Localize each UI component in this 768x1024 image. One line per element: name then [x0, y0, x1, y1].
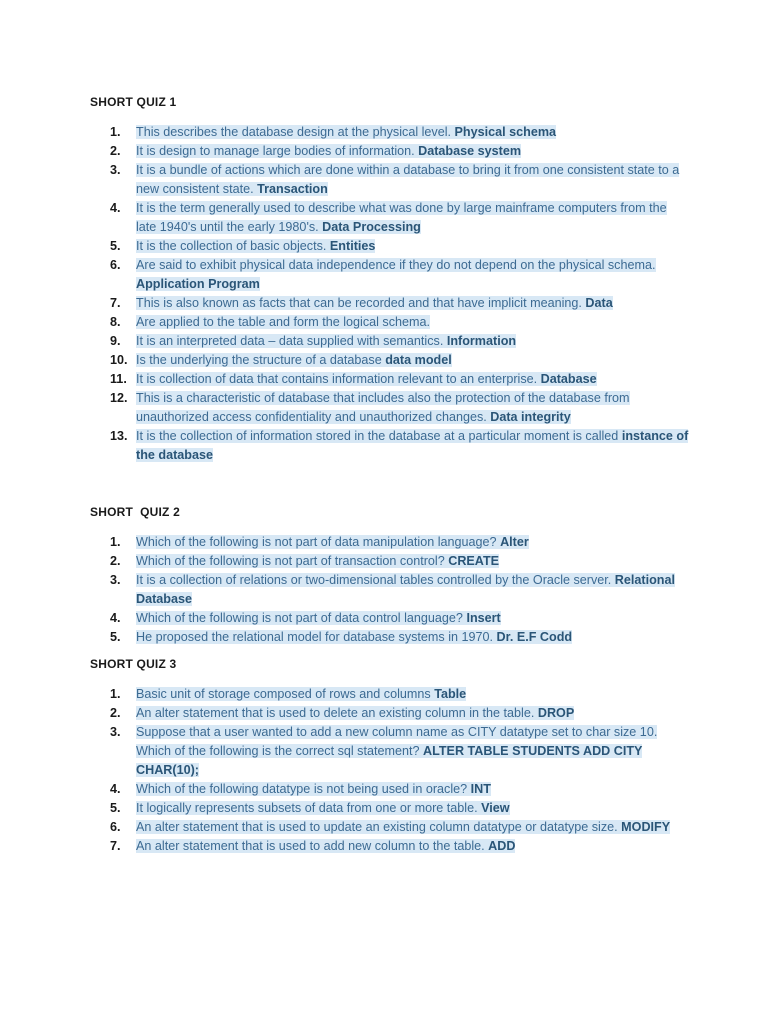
question-text: It is the collection of information stored in the database at a particular moment is called — [136, 429, 619, 443]
answer-text: CREATE — [448, 554, 500, 568]
question-text: Is the underlying the structure of a database — [136, 353, 382, 367]
question-text: It is design to manage large bodies of information. — [136, 144, 415, 158]
list-item: 12. This is a characteristic of database that includes also the protection of the database from unauthorized access confidentiality and unauthorized changes. Data integrity — [110, 391, 630, 424]
answer-text: Information — [446, 334, 517, 348]
question-text: An alter statement that is used to add new column to the table. — [136, 839, 485, 853]
answer-text: MODIFY — [621, 820, 671, 834]
list-item: 8. Are applied to the table and form the logical schema. — [110, 315, 431, 329]
answer-text: ALTER TABLE STUDENTS ADD CITY CHAR(10); — [136, 744, 643, 777]
answer-text: Database — [540, 372, 597, 386]
answer-text: Transaction — [257, 182, 328, 196]
answer-text: Physical schema — [454, 125, 557, 139]
question-list — [90, 685, 690, 856]
list-item: 1. Which of the following is not part of data manipulation language? Alter — [110, 535, 529, 549]
question-text: Which of the following is not part of transaction control? — [136, 554, 445, 568]
list-item: 4. Which of the following is not part of data control language? Insert — [110, 611, 501, 625]
list-item: 1. Basic unit of storage composed of rows and columns Table — [110, 687, 467, 701]
answer-text: Database system — [418, 144, 522, 158]
answer-text: Data integrity — [490, 410, 571, 424]
answer-text: Alter — [500, 535, 529, 549]
quiz-title: SHORT QUIZ 1 — [90, 95, 177, 109]
question-text: Which of the following is not part of data control language? — [136, 611, 463, 625]
list-item: 2. An alter statement that is used to delete an existing column in the table. DROP — [110, 706, 575, 720]
question-text: This is also known as facts that can be recorded and that have implicit meaning. — [136, 296, 582, 310]
question-list — [90, 533, 690, 647]
quiz-title: SHORT QUIZ 3 — [90, 657, 177, 671]
list-item: 3. Suppose that a user wanted to add a new column name as CITY datatype set to char size 10. Which of the following is the correct sql statement? ALTER TABLE STUDENTS ADD CITY CHAR(10); — [110, 725, 658, 777]
question-text: Are said to exhibit physical data independence if they do not depend on the physical schema. — [136, 258, 656, 272]
question-text: He proposed the relational model for database systems in 1970. — [136, 630, 494, 644]
answer-text: ADD — [488, 839, 516, 853]
list-item: 5. It is the collection of basic objects. Entities — [110, 239, 376, 253]
list-item: 7. This is also known as facts that can be recorded and that have implicit meaning. Data — [110, 296, 613, 310]
list-item: 3. It is a bundle of actions which are done within a database to bring it from one consistent state to a new consistent state. Transaction — [110, 163, 680, 196]
list-item: 13. It is the collection of information stored in the database at a particular moment is called instance of the database — [110, 429, 689, 462]
question-text: It logically represents subsets of data from one or more table. — [136, 801, 478, 815]
question-text: It is an interpreted data – data supplied with semantics. — [136, 334, 444, 348]
list-item: 3. It is a collection of relations or two-dimensional tables controlled by the Oracle server. Relational Database — [110, 573, 675, 606]
list-item: 4. It is the term generally used to describe what was done by large mainframe computers from the late 1940's until the early 1980's. Data Processing — [110, 201, 667, 234]
question-text: An alter statement that is used to delete an existing column in the table. — [136, 706, 535, 720]
question-text: This is a characteristic of database that includes also the protection of the database from unauthorized access confidentiality and unauthorized changes. — [136, 391, 630, 424]
short-quiz-1 — [90, 95, 690, 465]
answer-text: Relational Database — [136, 573, 675, 606]
question-text: An alter statement that is used to update an existing column datatype or datatype size. — [136, 820, 618, 834]
answer-text: Table — [434, 687, 467, 701]
question-text: It is a collection of relations or two-dimensional tables controlled by the Oracle server. — [136, 573, 612, 587]
quiz-title: SHORT QUIZ 2 — [90, 505, 180, 519]
question-text: It is the collection of basic objects. — [136, 239, 327, 253]
answer-text: Data — [585, 296, 613, 310]
answer-text: instance of the database — [136, 429, 689, 462]
question-text: Are applied to the table and form the logical schema. — [136, 315, 431, 329]
answer-text: Data Processing — [322, 220, 421, 234]
answer-text: Entities — [329, 239, 376, 253]
list-item: 10. Is the underlying the structure of a database data model — [110, 353, 452, 367]
list-item: 6. An alter statement that is used to update an existing column datatype or datatype size. MODIFY — [110, 820, 671, 834]
short-quiz-3 — [90, 657, 690, 856]
list-item: 7. An alter statement that is used to add new column to the table. ADD — [110, 839, 516, 853]
answer-text: Application Program — [136, 277, 260, 291]
list-item: 2. It is design to manage large bodies of information. Database system — [110, 144, 522, 158]
answer-text: Insert — [466, 611, 501, 625]
list-item: 5. He proposed the relational model for database systems in 1970. Dr. E.F Codd — [110, 630, 573, 644]
list-item: 6. Are said to exhibit physical data independence if they do not depend on the physical schema. Application Program — [110, 258, 656, 291]
list-item: 5. It logically represents subsets of data from one or more table. View — [110, 801, 510, 815]
question-text: This describes the database design at the physical level. — [136, 125, 452, 139]
question-text: Suppose that a user wanted to add a new column name as CITY datatype set to char size 10. Which of the following is the correct sql statement? — [136, 725, 658, 758]
answer-text: Dr. E.F Codd — [496, 630, 573, 644]
question-text: It is a bundle of actions which are done within a database to bring it from one consistent state to a new consistent state. — [136, 163, 680, 196]
question-text: It is the term generally used to describe what was done by large mainframe computers from the late 1940's until the early 1980's. — [136, 201, 667, 234]
list-item: 1. This describes the database design at the physical level. Physical schema — [110, 125, 557, 139]
answer-text: View — [481, 801, 510, 815]
short-quiz-2 — [90, 505, 690, 647]
question-text: Which of the following is not part of data manipulation language? — [136, 535, 497, 549]
question-text: Which of the following datatype is not being used in oracle? — [136, 782, 468, 796]
list-item: 11. It is collection of data that contains information relevant to an enterprise. Database — [110, 372, 597, 386]
list-item: 4. Which of the following datatype is not being used in oracle? INT — [110, 782, 491, 796]
question-list — [90, 123, 690, 465]
answer-text: data model — [385, 353, 452, 367]
question-text: It is collection of data that contains information relevant to an enterprise. — [136, 372, 538, 386]
list-item: 2. Which of the following is not part of transaction control? CREATE — [110, 554, 500, 568]
answer-text: DROP — [537, 706, 575, 720]
answer-text: INT — [470, 782, 491, 796]
question-text: Basic unit of storage composed of rows and columns — [136, 687, 431, 701]
list-item: 9. It is an interpreted data – data supplied with semantics. Information — [110, 334, 517, 348]
